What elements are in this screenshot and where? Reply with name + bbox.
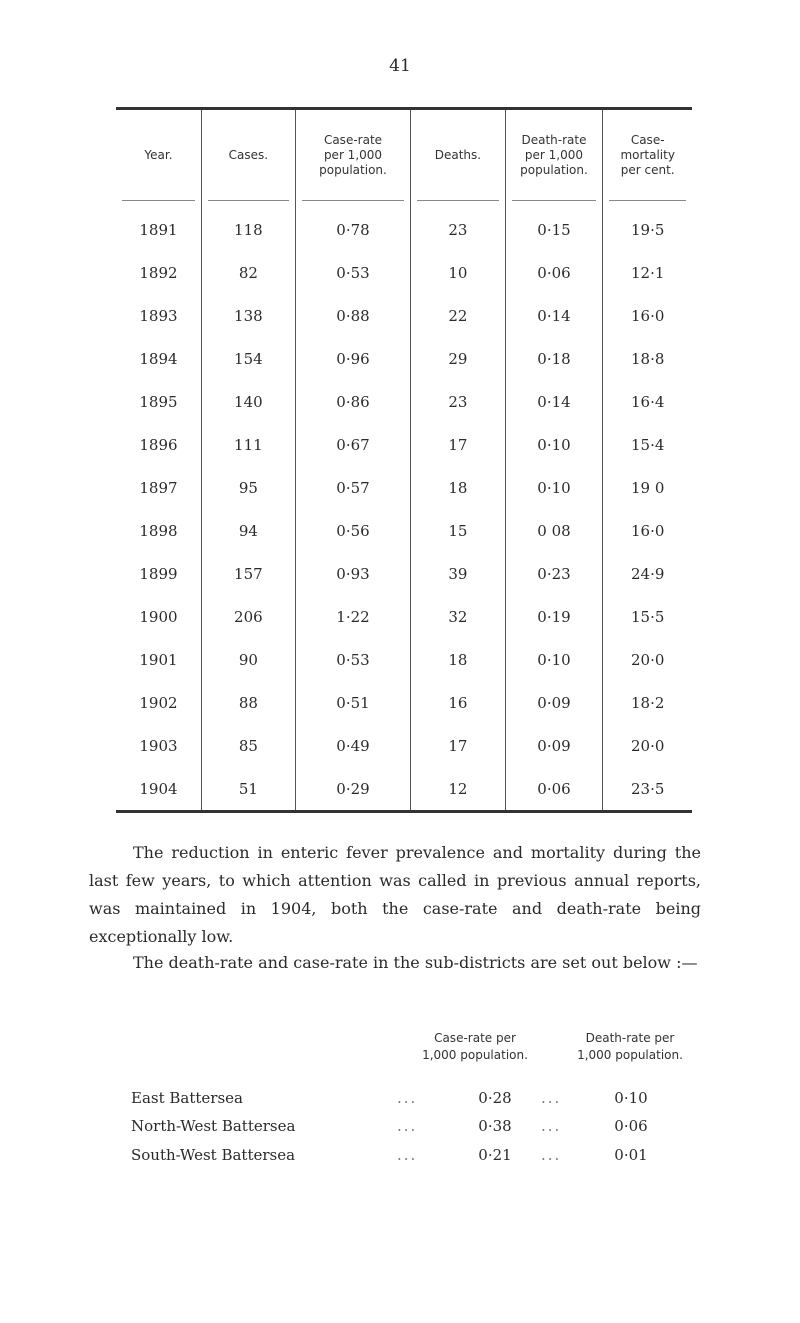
- cell-case-rate: 0·51: [295, 681, 410, 724]
- cell-year: 1895: [139, 392, 178, 411]
- table-row: [116, 251, 692, 294]
- dot-leader: ...: [541, 1117, 562, 1135]
- cell-deaths: 12: [411, 767, 505, 812]
- cell-year: 1899: [139, 564, 178, 583]
- cell-cases: 90: [201, 638, 295, 681]
- cell-case-rate: 0·86: [295, 380, 410, 423]
- cell-deaths: 29: [411, 337, 505, 380]
- subdistrict-header-case-rate: Case-rate per 1,000 population.: [422, 1031, 528, 1062]
- cell-year: 1893: [139, 306, 178, 325]
- subdistrict-case-rate: 0·38: [478, 1117, 512, 1135]
- cell-case-rate: 0·93: [295, 552, 410, 595]
- cell-death-rate: 0·10: [505, 638, 603, 681]
- cell-death-rate: 0·14: [505, 380, 603, 423]
- cell-deaths: 18: [411, 638, 505, 681]
- cell-death-rate: 0·19: [505, 595, 603, 638]
- table-row: [116, 681, 692, 724]
- cell-deaths: 23: [411, 201, 505, 251]
- cell-cases: 138: [201, 294, 295, 337]
- cell-cases: 140: [201, 380, 295, 423]
- subdistrict-header-death-rate: Death-rate per 1,000 population.: [577, 1031, 683, 1062]
- subdistrict-name: South-West Battersea: [131, 1146, 296, 1164]
- cell-case-mortality: 19·5: [603, 201, 692, 251]
- cell-year: 1901: [139, 650, 178, 669]
- cell-case-mortality: 16·4: [603, 380, 692, 423]
- cell-death-rate: 0·09: [505, 724, 603, 767]
- cell-year: 1904: [139, 779, 178, 798]
- cell-deaths: 10: [411, 251, 505, 294]
- page-number: 41: [389, 56, 411, 76]
- cell-case-mortality: 20·0: [603, 724, 692, 767]
- table-row: [116, 509, 692, 552]
- cell-deaths: 17: [411, 724, 505, 767]
- cell-deaths: 15: [411, 509, 505, 552]
- cell-case-rate: 0·57: [295, 466, 410, 509]
- subdistrict-death-rate: 0·01: [614, 1146, 648, 1164]
- cell-case-rate: 0·67: [295, 423, 410, 466]
- header-death-rate: Death-rate per 1,000 population.: [505, 109, 603, 201]
- cell-case-mortality: 24·9: [603, 552, 692, 595]
- cell-case-mortality: 23·5: [603, 767, 692, 812]
- subdistrict-name: North-West Battersea: [131, 1117, 296, 1135]
- dot-leader: ...: [541, 1146, 562, 1164]
- table-row: [116, 638, 692, 681]
- dot-leader: ...: [541, 1089, 562, 1107]
- table-row: [116, 595, 692, 638]
- cell-death-rate: 0·15: [505, 201, 603, 251]
- cell-death-rate: 0·09: [505, 681, 603, 724]
- cell-cases: 206: [201, 595, 295, 638]
- dot-leader: ...: [397, 1146, 418, 1164]
- table-row: [116, 201, 692, 251]
- paragraph-reduction: The reduction in enteric fever prevalence and mortality during the last few years, to which attention was called in previous annual reports, was maintained in 1904, both the case-rate and death-rate being exceptionally low.: [89, 843, 701, 946]
- cell-deaths: 39: [411, 552, 505, 595]
- cell-cases: 95: [201, 466, 295, 509]
- cell-death-rate: 0·06: [505, 767, 603, 812]
- subdistrict-case-rate: 0·28: [478, 1089, 512, 1107]
- cell-case-rate: 0·53: [295, 251, 410, 294]
- cell-cases: 51: [201, 767, 295, 812]
- table-row: [116, 466, 692, 509]
- header-deaths: Deaths.: [411, 109, 505, 201]
- cell-case-mortality: 18·8: [603, 337, 692, 380]
- cell-death-rate: 0·14: [505, 294, 603, 337]
- cell-cases: 157: [201, 552, 295, 595]
- cell-year: 1892: [139, 263, 178, 282]
- subdistrict-row: [131, 1146, 711, 1172]
- cell-year: 1898: [139, 521, 178, 540]
- cell-case-rate: 0·88: [295, 294, 410, 337]
- table-row: [116, 767, 692, 812]
- cell-deaths: 16: [411, 681, 505, 724]
- cell-case-rate: 0·29: [295, 767, 410, 812]
- table-row: [116, 552, 692, 595]
- header-cases: Cases.: [201, 109, 295, 201]
- subdistrict-row: [131, 1089, 711, 1115]
- cell-deaths: 17: [411, 423, 505, 466]
- subdistrict-case-rate: 0·21: [478, 1146, 512, 1164]
- header-year: Year.: [144, 147, 173, 162]
- dot-leader: ...: [397, 1117, 418, 1135]
- subdistrict-name: East Battersea: [131, 1089, 243, 1107]
- cell-case-mortality: 15·4: [603, 423, 692, 466]
- cell-case-rate: 0·53: [295, 638, 410, 681]
- cell-case-rate: 1·22: [295, 595, 410, 638]
- table-row: [116, 423, 692, 466]
- cell-case-mortality: 18·2: [603, 681, 692, 724]
- cell-year: 1897: [139, 478, 178, 497]
- cell-death-rate: 0·18: [505, 337, 603, 380]
- cell-case-rate: 0·96: [295, 337, 410, 380]
- subdistrict-death-rate: 0·06: [614, 1117, 648, 1135]
- cell-case-rate: 0·49: [295, 724, 410, 767]
- subdistrict-death-rate: 0·10: [614, 1089, 648, 1107]
- table-body: [116, 201, 692, 812]
- cell-deaths: 22: [411, 294, 505, 337]
- cell-deaths: 32: [411, 595, 505, 638]
- cell-death-rate: 0·10: [505, 423, 603, 466]
- header-case-rate: Case-rate per 1,000 population.: [295, 109, 410, 201]
- cell-cases: 85: [201, 724, 295, 767]
- cell-deaths: 18: [411, 466, 505, 509]
- cell-year: 1896: [139, 435, 178, 454]
- table-row: [116, 380, 692, 423]
- table-row: [116, 294, 692, 337]
- paragraph-subdistricts-intro: The death-rate and case-rate in the sub-districts are set out below :—: [133, 953, 698, 972]
- dot-leader: ...: [397, 1089, 418, 1107]
- cell-case-rate: 0·56: [295, 509, 410, 552]
- cell-cases: 88: [201, 681, 295, 724]
- cell-year: 1903: [139, 736, 178, 755]
- cell-death-rate: 0·06: [505, 251, 603, 294]
- cell-death-rate: 0·10: [505, 466, 603, 509]
- cell-death-rate: 0·23: [505, 552, 603, 595]
- cell-case-mortality: 15·5: [603, 595, 692, 638]
- cell-case-mortality: 19 0: [603, 466, 692, 509]
- cell-case-mortality: 20·0: [603, 638, 692, 681]
- cell-case-mortality: 16·0: [603, 509, 692, 552]
- cell-year: 1902: [139, 693, 178, 712]
- cell-case-mortality: 16·0: [603, 294, 692, 337]
- cell-case-rate: 0·78: [295, 201, 410, 251]
- table-row: [116, 337, 692, 380]
- cell-cases: 94: [201, 509, 295, 552]
- header-case-mortality: Case- mortality per cent.: [603, 109, 692, 201]
- cell-year: 1894: [139, 349, 178, 368]
- cell-cases: 82: [201, 251, 295, 294]
- cell-case-mortality: 12·1: [603, 251, 692, 294]
- cell-year: 1891: [139, 220, 178, 239]
- cell-cases: 154: [201, 337, 295, 380]
- table-header-row: [116, 109, 692, 201]
- cell-year: 1900: [139, 607, 178, 626]
- subdistrict-row: [131, 1117, 711, 1143]
- cell-cases: 118: [201, 201, 295, 251]
- cell-cases: 111: [201, 423, 295, 466]
- cell-death-rate: 0 08: [505, 509, 603, 552]
- cell-deaths: 23: [411, 380, 505, 423]
- table-row: [116, 724, 692, 767]
- enteric-fever-table: [116, 107, 692, 813]
